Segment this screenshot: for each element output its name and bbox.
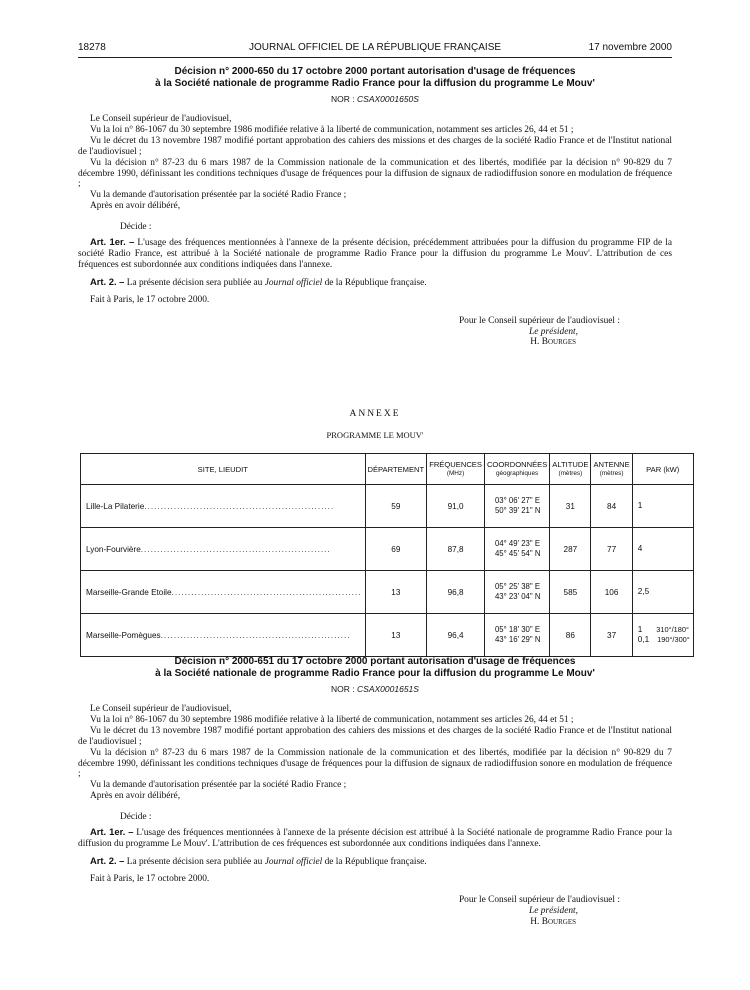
cell-antenne: 77: [591, 528, 632, 571]
cell-site: Marseille-Grande Etoile..........................................................: [81, 571, 366, 614]
header-rule: [78, 57, 672, 58]
cell-altitude: 287: [550, 528, 591, 571]
visa: Vu la demande d'autorisation présentée par la société Radio France ;: [90, 780, 347, 791]
cell-site: Marseille-Pomègues..........................................................: [81, 614, 366, 657]
cell-coordonnees: 03° 06' 27" E 50° 39' 21" N: [484, 485, 549, 528]
annexe-title: ANNEXE: [349, 409, 401, 419]
cell-coordonnees: 05° 18' 30" E 43° 16' 29" N: [484, 614, 549, 657]
signature-block: Pour le Conseil supérieur de l'audiovisuel : Le président, H. Bourges: [458, 894, 620, 927]
cell-par: 2,5: [632, 571, 693, 614]
nor-reference: NOR : CSAX0001650S: [331, 94, 419, 104]
cell-altitude: 31: [550, 485, 591, 528]
cell-par: 1 310°/180° 0,1 190°/300°: [632, 614, 693, 657]
table-row: [81, 485, 694, 528]
cell-antenne: 84: [591, 485, 632, 528]
cell-departement: 13: [365, 614, 427, 657]
decide-heading: Décide :: [120, 222, 152, 233]
running-header: [78, 42, 672, 56]
cell-altitude: 86: [550, 614, 591, 657]
decision-2000-650: [78, 66, 672, 348]
visa: Après en avoir délibéré,: [90, 791, 181, 802]
visa: Après en avoir délibéré,: [90, 201, 181, 212]
cell-frequence: 91,0: [427, 485, 485, 528]
cell-departement: 69: [365, 528, 427, 571]
fait-a-paris: Fait à Paris, le 17 octobre 2000.: [90, 873, 210, 884]
cell-par: 1: [632, 485, 693, 528]
cell-departement: 59: [365, 485, 427, 528]
nor-reference: NOR : CSAX0001651S: [331, 684, 419, 694]
table-row: [81, 528, 694, 571]
fait-a-paris: Fait à Paris, le 17 octobre 2000.: [90, 294, 210, 305]
decision-body: [78, 704, 672, 885]
visa: Vu le décret du 13 novembre 1987 modifié portant approbation des cahiers des missions et des charges de la société Radio France et de l'Institut national de l'audiovisuel ;: [78, 725, 672, 747]
frequency-table: [80, 453, 694, 657]
cell-antenne: 37: [591, 614, 632, 657]
cell-frequence: 96,8: [427, 571, 485, 614]
visa: Vu la loi n° 86-1067 du 30 septembre 1986 modifiée relative à la liberté de communication, notamment ses articles 26, 44 et 51 ;: [90, 714, 574, 725]
page-number: 18278: [78, 42, 106, 53]
cell-frequence: 96,4: [427, 614, 485, 657]
decision-title: Décision n° 2000-650 du 17 octobre 2000 portant autorisation d'usage de fréquences à la Société nationale de programme Radio France pour la diffusion du programme Le Mouv': [155, 66, 595, 89]
col-frequences: FRÉQUENCES (MHz): [427, 454, 485, 485]
cell-par: 4: [632, 528, 693, 571]
decision-title: Décision n° 2000-651 du 17 octobre 2000 portant autorisation d'usage de fréquences à la Société nationale de programme Radio France pour la diffusion du programme Le Mouv': [155, 656, 595, 679]
col-site: SITE, LIEUDIT: [81, 454, 366, 485]
visa: Le Conseil supérieur de l'audiovisuel,: [90, 704, 232, 714]
article-2: Art. 2. – La présente décision sera publiée au Journal officiel de la République française.: [90, 854, 427, 867]
col-coordonnees: COORDONNÉES géographiques: [484, 454, 549, 485]
cell-frequence: 87,8: [427, 528, 485, 571]
visa: Vu la loi n° 86-1067 du 30 septembre 1986 modifiée relative à la liberté de communication, notamment ses articles 26, 44 et 51 ;: [90, 124, 574, 135]
article-1: Art. 1er. – L'usage des fréquences mentionnées à l'annexe de la présente décision, précédemment attribuées pour la diffusion du programme FIP de la société Radio France, est attribué à la Société nationale de programme Radio France pour la diffusion du programme Le Mouv'. L'attribution de ces fréquences est subordonnée aux conditions indiquées dans l'annexe.: [78, 236, 672, 270]
table-row: [81, 571, 694, 614]
cell-site: Lille-La Pilaterie..........................................................: [81, 485, 366, 528]
col-altitude: ALTITUDE (mètres): [550, 454, 591, 485]
col-par: PAR (kW): [632, 454, 693, 485]
cell-altitude: 585: [550, 571, 591, 614]
visa: Vu la demande d'autorisation présentée par la société Radio France ;: [90, 190, 347, 201]
decision-body: [78, 114, 672, 306]
cell-departement: 13: [365, 571, 427, 614]
visa: Le Conseil supérieur de l'audiovisuel,: [90, 114, 232, 124]
visa: Vu le décret du 13 novembre 1987 modifié portant approbation des cahiers des missions et des charges de la société Radio France et de l'Institut national de l'audiovisuel ;: [78, 135, 672, 157]
table-header-row: [81, 454, 694, 485]
decide-heading: Décide :: [120, 812, 152, 823]
annexe-subtitle: PROGRAMME LE MOUV': [326, 430, 424, 440]
issue-date: 17 novembre 2000: [588, 42, 672, 53]
decision-2000-651: [78, 656, 672, 927]
article-1: Art. 1er. – L'usage des fréquences mentionnées à l'annexe de la présente décision est attribué à la Société nationale de programme Radio France pour la diffusion du programme Le Mouv'. L'attribution de ces fréquences est subordonnée aux conditions indiquées dans l'annexe.: [78, 826, 673, 849]
cell-antenne: 106: [591, 571, 632, 614]
cell-coordonnees: 04° 49' 23" E 45° 45' 54" N: [484, 528, 549, 571]
col-departement: DÉPARTEMENT: [365, 454, 427, 485]
signature-block: Pour le Conseil supérieur de l'audiovisuel : Le président, H. Bourges: [458, 315, 620, 348]
cell-coordonnees: 05° 25' 38" E 43° 23' 04" N: [484, 571, 549, 614]
article-2: Art. 2. – La présente décision sera publiée au Journal officiel de la République française.: [90, 275, 427, 288]
visa: Vu la décision n° 87-23 du 6 mars 1987 de la Commission nationale de la communication et des libertés, modifiée par la décision n° 90-829 du 7 décembre 1990, définissant les conditions techniques d'usage de fréquences pour la diffusion de signaux de radiodiffusion sonore en modulation de fréquence ;: [78, 157, 672, 190]
journal-title: JOURNAL OFFICIEL DE LA RÉPUBLIQUE FRANÇAISE: [248, 42, 502, 53]
cell-site: Lyon-Fourvière..........................................................: [81, 528, 366, 571]
col-antenne: ANTENNE (mètres): [591, 454, 632, 485]
visa: Vu la décision n° 87-23 du 6 mars 1987 de la Commission nationale de la communication et des libertés, modifiée par la décision n° 90-829 du 7 décembre 1990, définissant les conditions techniques d'usage de fréquences pour la diffusion de signaux de radiodiffusion sonore en modulation de fréquence ;: [78, 747, 672, 780]
table-row: [81, 614, 694, 657]
